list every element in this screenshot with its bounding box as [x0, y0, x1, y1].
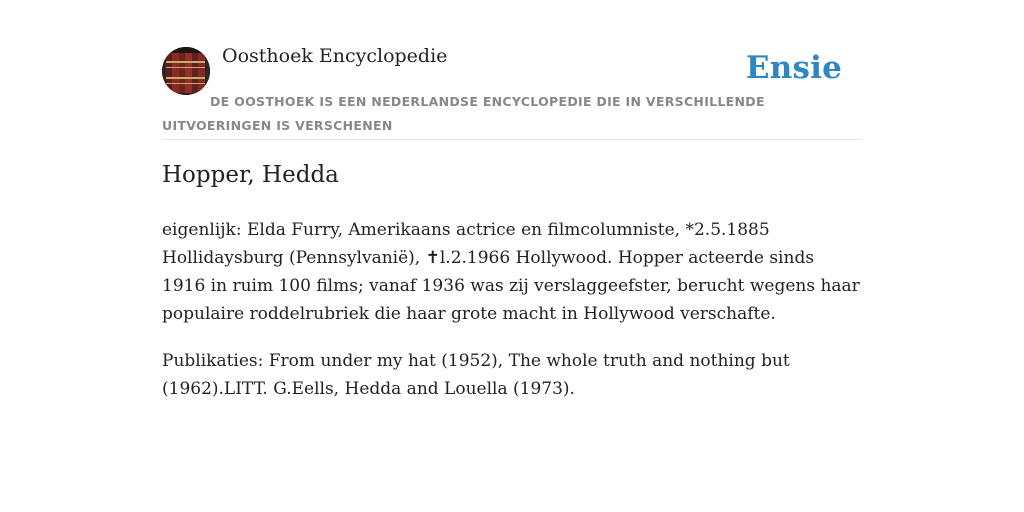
- encyclopedia-books-icon[interactable]: [162, 47, 210, 95]
- site-header: [162, 0, 862, 140]
- page-container: [162, 0, 862, 399]
- article-paragraph-definition: eigenlijk: Elda Furry, Amerikaans actrice en filmcolumniste, *2.5.1885 Hollidaysburg (Pennsylvanië), ✝l.2.1966 Hollywood. Hopper acteerde sinds 1916 in ruim 100 films; vanaf 1936 was zij verslaggeefster, berucht wegens haar populaire roddelrubriek die haar grote macht in Hollywood verschafte.: [162, 220, 860, 324]
- ensie-brand-link[interactable]: Ensie: [745, 50, 842, 86]
- site-tagline: DE OOSTHOEK IS EEN NEDERLANDSE ENCYCLOPEDIE DIE IN VERSCHILLENDE UITVOERINGEN IS VERSCHENEN: [162, 94, 765, 133]
- article-title: Hopper, Hedda: [162, 162, 339, 188]
- site-title-link[interactable]: Oosthoek Encyclopedie: [222, 45, 448, 67]
- books-image: [162, 47, 210, 95]
- article-body: [162, 216, 862, 422]
- article-paragraph-publications: Publikaties: From under my hat (1952), The whole truth and nothing but (1962).LITT. G.Eells, Hedda and Louella (1973).: [162, 351, 790, 399]
